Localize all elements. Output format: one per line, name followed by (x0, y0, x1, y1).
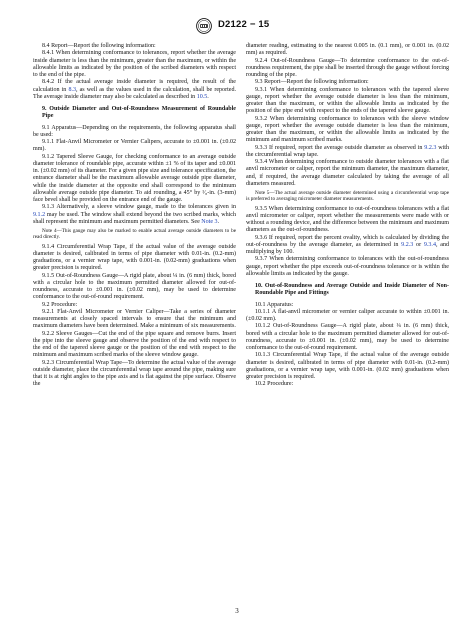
note-5: Note 5—The actual average outside diameter determined using a circumferential wrap tape is preferred to averaging micrometer diameter measurements. (246, 190, 449, 203)
section-9-3-4: 9.3.4 When determining conformance to outside diameter tolerances with a flat anvil micrometer or caliper, report the minimum diameter, the maximum diameter, and, if required, the average diameter calculated by taking the average of all diameters measured. (246, 159, 449, 187)
section-9-2-4: 9.2.4 Out-of-Roundness Gauge—To determine conformance to the out-of-roundness requirement, the pipe shall be inserted through the gauge without forcing rounding of the pipe. (246, 57, 449, 78)
section-9-2: 9.2 Procedure: (42, 301, 78, 308)
section-9-3-3: 9.3.3 If required, report the average outside diameter as observed in 9.2.3 with the circumferential wrap tape. (246, 144, 450, 158)
section-9-3-1: 9.3.1 When determining conformance to tolerances with the tapered sleeve gauge, report whether the average outside diameter is less than the minimum, greater than the maximum, or within the allowable limits as indicated by the position of the pipe end with respect to the ends of the tapered sleeve gauge. (246, 86, 449, 115)
section-9-3: 9.3 Report—Report the following information: (255, 79, 369, 86)
section-9-1-2: 9.1.2 Tapered Sleeve Gauge, for checking conformance to an average outside diameter tolerance of roundable pipe, accurate within ±1 % of its taper and ±0.001 in. (±0.02 mm) of its diameter. For a given pipe size and tolerance specification, the entrance diameter shall be the maximum allowable average outside pipe diameter, while the inside diameter at the opposite end shall correspond to the minimum allowable average outside pipe diameter. To aid rounding, a 45° by ¹⁄₈-in. (3-mm) face bevel shall be provided on the entrance end of the gauge. (33, 153, 236, 203)
section-10-2: 10.2 Procedure: (255, 381, 294, 388)
section-9-2-3-continued: diameter reading, estimating to the nearest 0.005 in. (0.1 mm), or 0.001 in. (0.02 mm) as required. (246, 43, 449, 57)
ref-8-3-link[interactable]: 8.3 (68, 86, 76, 93)
left-column (33, 43, 236, 389)
section-9-1-3: 9.1.3 Alternatively, a sleeve window gauge, made to the tolerances given in 9.1.2 may be used. The window shall extend beyond the two scribed marks, which shall represent the minimum and maximum permitted diameters. See Note 3. (33, 204, 236, 225)
note-4: Note 4—This gauge may also be marked to enable actual average outside diameters to be read directly. (33, 228, 236, 241)
section-9-1-1: 9.1.1 Flat-Anvil Micrometer or Vernier Calipers, accurate to ±0.001 in. (±0.02 mm). (33, 139, 236, 153)
section-9-3-5: 9.3.5 When determining conformance to out-of-roundness tolerances with a flat anvil micrometer or caliper, report whether the measurements were made with or without a rounding device, and the difference between the minimum and maximum diameters as the out-of-roundness. (246, 205, 449, 234)
section-8-4-2: 8.4.2 If the actual average inside diameter is required, the result of the calculation in 8.3, as well as the values used in the calculation, shall be reported. The average inside diameter may also be calculated as described in 10.5. (33, 79, 236, 100)
section-9-2-1: 9.2.1 Flat-Anvil Micrometer or Vernier Caliper—Take a series of diameter measurements at closely spaced intervals to ensure that the minimum and maximum diameters have been determined. Make a minimum of six measurements. (33, 308, 236, 330)
right-column (246, 43, 449, 389)
section-10-1-1: 10.1.1 A flat-anvil micrometer or vernier caliper accurate to within ±0.001 in. (±0.02 mm). (246, 308, 449, 323)
ref-note-3-link[interactable]: Note 3 (201, 218, 218, 225)
page-number: 3 (235, 607, 239, 615)
ref-10-5-link[interactable]: 10.5 (196, 93, 208, 100)
section-8-4-1: 8.4.1 When determining conformance to tolerances, report whether the average inside diameter is less than the minimum, greater than the maximum, or within the allowable limits as indicated by the position of the scribed diameters with respect to the end of the pipe. (33, 50, 236, 78)
standard-designation: D2122 − 15 (218, 19, 270, 30)
section-9-3-6: 9.3.6 If required, report the percent ovality, which is calculated by dividing the out-of-roundness by the average diameter, as determined in 9.2.3 or 9.3.4, and multiplying by 100. (246, 234, 449, 256)
section-9-1-5: 9.1.5 Out-of-Roundness Gauge—A rigid plate, about ¼ in. (6 mm) thick, bored with a circular hole to the maximum permitted diameter allowed for out-of-roundness, accurate to ±0.001 in. (±0.02 mm), may be used to determine conformance to the out-of-round requirement. (33, 272, 236, 301)
section-9-heading: 9. Outside Diameter and Out-of-Roundness Measurement of Roundable Pipe (42, 106, 236, 120)
section-10-1-2: 10.1.2 Out-of-Roundness Gauge—A rigid plate, about ¼ in. (6 mm) thick, bored with a circular hole to the maximum permitted diameter allowed for out-of-roundness, accurate to ±0.001 in. (±0.02 mm), may be used to determine conformance to the out-of-round requirement. (246, 323, 449, 352)
section-10-1-3: 10.1.3 Circumferential Wrap Tape, if the actual value of the average outside diameter is desired, calibrated in terms of pipe diameter with 0.01-in. (0.2-mm) graduations, or a vernier wrap tape, with 0.001-in. (0.02 mm) graduations when greater precision is required. (246, 352, 449, 381)
ref-9-1-2-link[interactable]: 9.1.2 (33, 211, 46, 218)
section-9-2-3: 9.2.3 Circumferential Wrap Tape—To determine the actual value of the average outside diameter, place the circumferential wrap tape around the pipe, making sure that it is at right angles to the pipe axis and is flat against the pipe surface. Observe the (33, 359, 236, 388)
section-9-2-2: 9.2.2 Sleeve Gauges—Cut the end of the pipe square and remove burrs. Insert the pipe into the sleeve gauge and observe the position of the end with respect to the end of the tapered sleeve gauge or the position of the end with respect to the minimum and maximum scribed marks of the sleeve window gauge. (33, 330, 236, 359)
ref-9-2-3-link-2[interactable]: 9.2.3 (401, 241, 414, 248)
ref-9-2-3-link[interactable]: 9.2.3 (424, 144, 437, 151)
section-10-heading: 10. Out-of-Roundness and Average Outside and Inside Diameter of Non-Roundable Pipe and Fittings (255, 283, 449, 297)
page-header (0, 16, 474, 36)
section-9-3-7: 9.3.7 When determining conformance to tolerances with the out-of-roundness gauge, report whether the pipe exceeds out-of-roundness tolerance or is within the allowable limits as indicated by the gauge. (246, 256, 449, 277)
section-8-4: 8.4 Report—Report the following information: (42, 43, 156, 49)
section-9-1: 9.1 Apparatus—Depending on the requirements, the following apparatus shall be used: (33, 124, 236, 138)
section-9-3-2: 9.3.2 When determining conformance to tolerances with the sleeve window gauge, report whether the average outside diameter is less than the minimum, greater than the maximum, or within the allowable limits as indicated by the minimum and maximum scribed marks. (246, 115, 449, 144)
ref-9-3-4-link[interactable]: 9.3.4 (423, 241, 436, 248)
astm-logo-icon (196, 18, 212, 34)
section-10-1: 10.1 Apparatus: (255, 301, 294, 308)
section-9-1-4: 9.1.4 Circumferential Wrap Tape, if the actual value of the average outside diameter is desired, calibrated in terms of pipe diameter with 0.01-in. (0.2-mm) graduations, or a vernier wrap tape, with 0.001-in. (0.02-mm) graduations when greater precision is required. (33, 243, 236, 272)
